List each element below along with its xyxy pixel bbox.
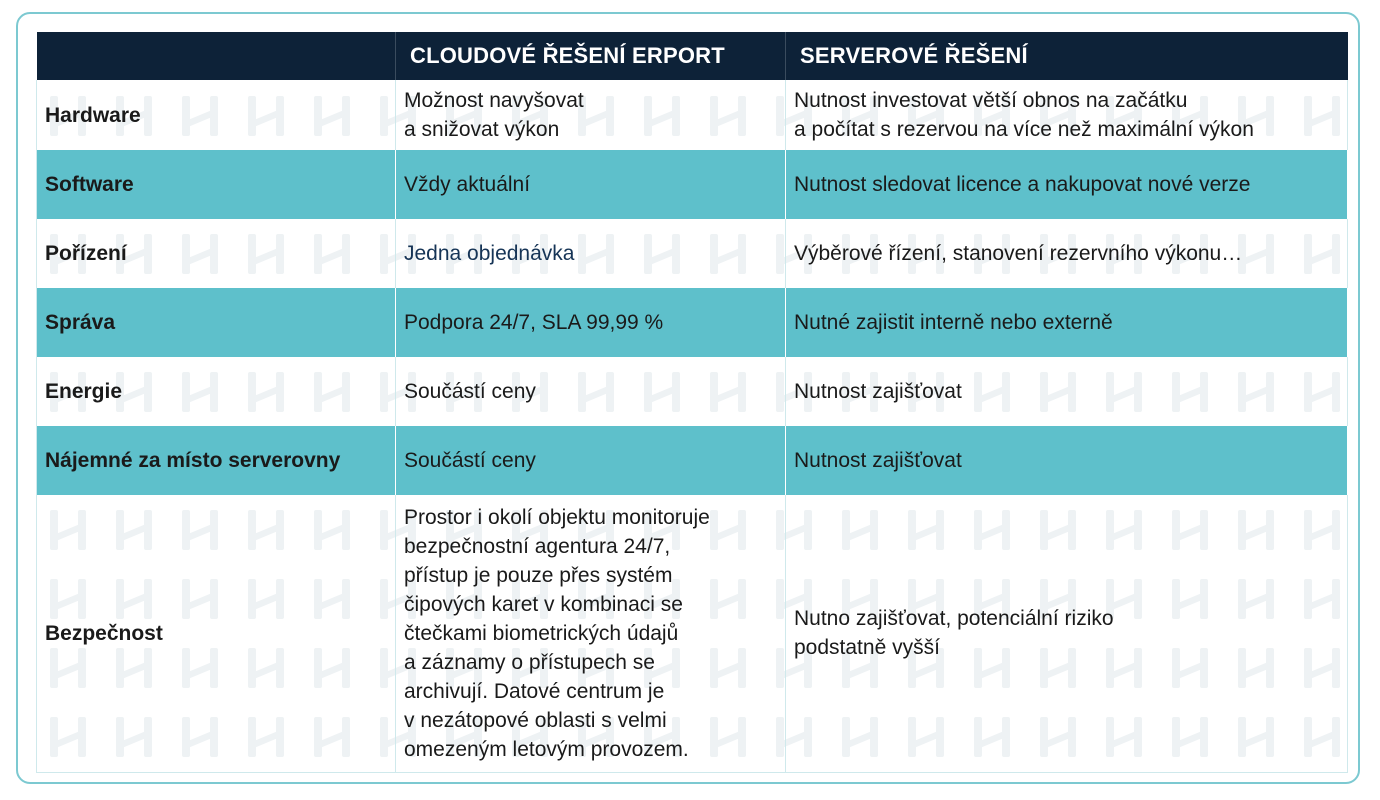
table-row-porizeni xyxy=(37,219,1348,288)
row-label: Energie xyxy=(37,357,396,426)
server-cell: Nutno zajišťovat, potenciální riziko podstatně vyšší xyxy=(786,495,1348,772)
cloud-cell: Prostor i okolí objektu monitoruje bezpečnostní agentura 24/7, přístup je pouze přes systém čipových karet v kombinaci se čtečkami biometrických údajů a záznamy o přístupech se archivují. Datové centrum je v nezátopové oblasti s velmi omezeným letovým provozem. xyxy=(396,495,786,772)
table-row-energie xyxy=(37,357,1348,426)
cloud-cell: Součástí ceny xyxy=(396,357,786,426)
table-row-software xyxy=(37,150,1348,219)
server-cell: Nutnost zajišťovat xyxy=(786,357,1348,426)
server-cell: Nutnost zajišťovat xyxy=(786,426,1348,495)
row-label: Software xyxy=(37,150,396,219)
cloud-cell: Vždy aktuální xyxy=(396,150,786,219)
table-row-najemne xyxy=(37,426,1348,495)
cloud-cell: Součástí ceny xyxy=(396,426,786,495)
table-row-bezpecnost xyxy=(37,495,1348,772)
server-cell: Nutné zajistit interně nebo externě xyxy=(786,288,1348,357)
row-label: Bezpečnost xyxy=(37,495,396,772)
row-label: Pořízení xyxy=(37,219,396,288)
table-row-sprava xyxy=(37,288,1348,357)
comparison-table xyxy=(36,32,1348,773)
row-label: Správa xyxy=(37,288,396,357)
cloud-cell: Jedna objednávka xyxy=(396,219,786,288)
header-row xyxy=(37,32,1348,80)
cloud-cell: Možnost navyšovat a snižovat výkon xyxy=(396,80,786,150)
server-cell: Nutnost sledovat licence a nakupovat nové verze xyxy=(786,150,1348,219)
row-label: Nájemné za místo serverovny xyxy=(37,426,396,495)
server-cell: Výběrové řízení, stanovení rezervního výkonu… xyxy=(786,219,1348,288)
server-cell: Nutnost investovat větší obnos na začátku a počítat s rezervou na více než maximální výkon xyxy=(786,80,1348,150)
row-label: Hardware xyxy=(37,80,396,150)
header-empty xyxy=(37,32,396,80)
header-server-solution: SERVEROVÉ ŘEŠENÍ xyxy=(786,32,1348,80)
cloud-cell: Podpora 24/7, SLA 99,99 % xyxy=(396,288,786,357)
header-cloud-solution: CLOUDOVÉ ŘEŠENÍ ERPORT xyxy=(396,32,786,80)
table-row-hardware xyxy=(37,80,1348,150)
